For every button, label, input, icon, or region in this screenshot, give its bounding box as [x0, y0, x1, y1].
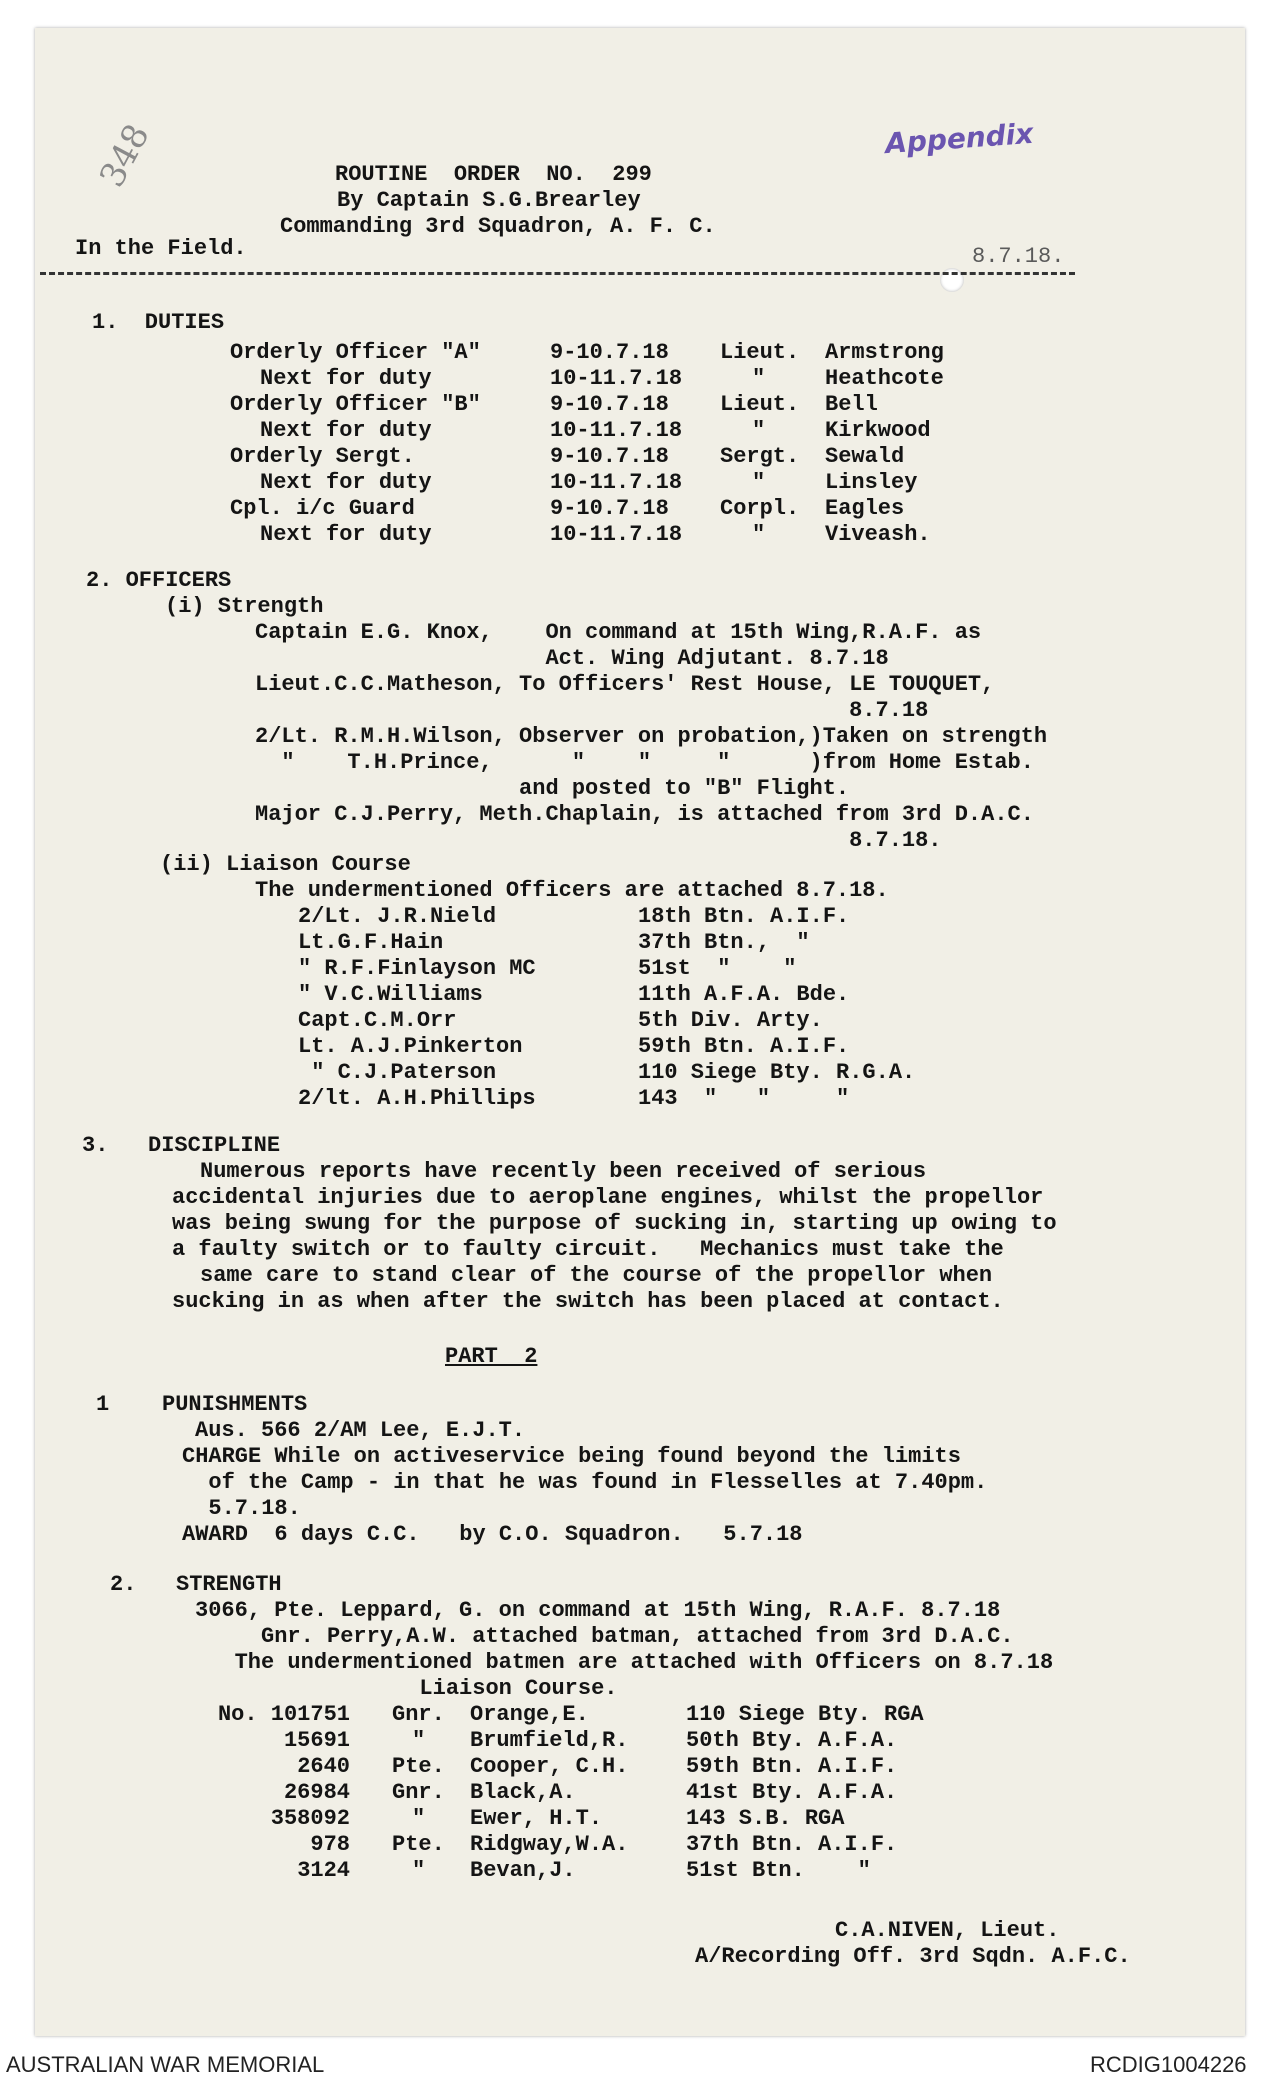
- duty-rank: ": [752, 418, 766, 443]
- header-rule: [40, 272, 1075, 275]
- officer-strength-line: 8.7.18.: [255, 828, 942, 853]
- strength-line: The undermentioned batmen are attached with Officers on 8.7.18: [195, 1650, 1054, 1675]
- strength-line: 3066, Pte. Leppard, G. on command at 15th Wing, R.A.F. 8.7.18: [195, 1598, 1001, 1623]
- discipline-line: Numerous reports have recently been received of serious: [200, 1159, 927, 1184]
- discipline-line: a faulty switch or to faulty circuit. Mechanics must take the: [172, 1237, 1004, 1262]
- batman-rank: ": [412, 1806, 426, 1831]
- liaison-officer-name: 2/lt. A.H.Phillips: [298, 1086, 536, 1111]
- duty-name: Bell: [825, 392, 878, 417]
- duty-rank: Corpl.: [720, 496, 800, 521]
- discipline-line: sucking in as when after the switch has been placed at contact.: [172, 1289, 1004, 1314]
- batman-unit: 59th Btn. A.I.F.: [686, 1754, 898, 1779]
- liaison-officer-name: " C.J.Paterson: [298, 1060, 497, 1085]
- strength-heading: 2. STRENGTH: [110, 1572, 282, 1597]
- liaison-officer-unit: 51st " ": [638, 956, 797, 981]
- liaison-officer-unit: 37th Btn., ": [638, 930, 810, 955]
- batman-number: 358092: [270, 1806, 350, 1831]
- signature-title: A/Recording Off. 3rd Sqdn. A.F.C.: [695, 1944, 1131, 1969]
- duty-name: Kirkwood: [825, 418, 931, 443]
- punishment-line: CHARGE While on activeservice being found beyond the limits: [182, 1444, 961, 1469]
- punishment-line: Aus. 566 2/AM Lee, E.J.T.: [195, 1418, 526, 1443]
- duty-role: Next for duty: [260, 366, 432, 391]
- officer-strength-line: Major C.J.Perry, Meth.Chaplain, is attached from 3rd D.A.C.: [255, 802, 1034, 827]
- batman-rank: ": [412, 1728, 426, 1753]
- strength-line: Liaison Course.: [195, 1676, 618, 1701]
- order-date: 8.7.18.: [972, 244, 1065, 269]
- officer-strength-line: " T.H.Prince, " " " )from Home Estab.: [255, 750, 1034, 775]
- liaison-officer-unit: 11th A.F.A. Bde.: [638, 982, 850, 1007]
- batman-unit: 41st Bty. A.F.A.: [686, 1780, 898, 1805]
- batman-unit: 143 S.B. RGA: [686, 1806, 845, 1831]
- duty-rank: ": [752, 366, 766, 391]
- punishments-heading: 1 PUNISHMENTS: [96, 1392, 308, 1417]
- officer-strength-line: and posted to "B" Flight.: [255, 776, 850, 801]
- strength-line: Gnr. Perry,A.W. attached batman, attached from 3rd D.A.C.: [195, 1624, 1014, 1649]
- duty-rank: ": [752, 522, 766, 547]
- liaison-officer-unit: 5th Div. Arty.: [638, 1008, 823, 1033]
- liaison-officer-name: Lt.G.F.Hain: [298, 930, 444, 955]
- batman-name: Orange,E.: [470, 1702, 589, 1727]
- duty-date: 9-10.7.18: [550, 340, 669, 365]
- liaison-officer-unit: 59th Btn. A.I.F.: [638, 1034, 850, 1059]
- batman-name: Brumfield,R.: [470, 1728, 629, 1753]
- duty-date: 9-10.7.18: [550, 392, 669, 417]
- liaison-officer-name: Lt. A.J.Pinkerton: [298, 1034, 523, 1059]
- duty-date: 10-11.7.18: [550, 366, 683, 391]
- punishment-line: of the Camp - in that he was found in Flesselles at 7.40pm.: [182, 1470, 988, 1495]
- discipline-line: accidental injuries due to aeroplane engines, whilst the propellor: [172, 1185, 1044, 1210]
- batman-number: 2640: [297, 1754, 350, 1779]
- duty-role: Orderly Sergt.: [230, 444, 415, 469]
- liaison-intro: The undermentioned Officers are attached 8.7.18.: [255, 878, 889, 903]
- order-command: Commanding 3rd Squadron, A. F. C.: [280, 214, 716, 239]
- duty-role: Cpl. i/c Guard: [230, 496, 415, 521]
- batman-number: 978: [310, 1832, 350, 1857]
- liaison-officer-name: " R.F.Finlayson MC: [298, 956, 536, 981]
- officer-strength-line: Act. Wing Adjutant. 8.7.18: [255, 646, 889, 671]
- duty-role: Orderly Officer "B": [230, 392, 481, 417]
- duty-rank: ": [752, 470, 766, 495]
- batman-rank: Gnr.: [392, 1702, 445, 1727]
- discipline-line: same care to stand clear of the course of the propellor when: [200, 1263, 993, 1288]
- duty-date: 10-11.7.18: [550, 418, 683, 443]
- batman-rank: Gnr.: [392, 1780, 445, 1805]
- duty-name: Viveash.: [825, 522, 931, 547]
- duty-role: Next for duty: [260, 522, 432, 547]
- liaison-officer-name: 2/Lt. J.R.Nield: [298, 904, 497, 929]
- batman-unit: 51st Btn. ": [686, 1858, 871, 1883]
- liaison-heading: (ii) Liaison Course: [160, 852, 411, 877]
- footer-archive-name: AUSTRALIAN WAR MEMORIAL: [6, 2052, 325, 2077]
- batman-number: 3124: [297, 1858, 350, 1883]
- duty-date: 10-11.7.18: [550, 470, 683, 495]
- officer-strength-line: Lieut.C.C.Matheson, To Officers' Rest House, LE TOUQUET,: [255, 672, 995, 697]
- batman-number: No. 101751: [217, 1702, 350, 1727]
- duty-rank: Sergt.: [720, 444, 800, 469]
- batman-rank: Pte.: [392, 1832, 445, 1857]
- batman-name: Ewer, H.T.: [470, 1806, 603, 1831]
- duty-rank: Lieut.: [720, 392, 800, 417]
- officer-strength-line: 8.7.18: [255, 698, 929, 723]
- batman-unit: 37th Btn. A.I.F.: [686, 1832, 898, 1857]
- batman-number: 15691: [283, 1728, 350, 1753]
- order-issuer: By Captain S.G.Brearley: [337, 188, 641, 213]
- duties-heading: 1. DUTIES: [92, 310, 225, 335]
- batman-rank: Pte.: [392, 1754, 445, 1779]
- footer-record-id: RCDIG1004226: [1090, 2052, 1247, 2077]
- liaison-officer-name: Capt.C.M.Orr: [298, 1008, 457, 1033]
- part2-heading: PART 2: [445, 1344, 538, 1369]
- duty-rank: Lieut.: [720, 340, 800, 365]
- officers-heading: 2. OFFICERS: [86, 568, 232, 593]
- duty-name: Heathcote: [825, 366, 944, 391]
- duty-role: Orderly Officer "A": [230, 340, 481, 365]
- liaison-officer-unit: 143 " " ": [638, 1086, 850, 1111]
- signature-name: C.A.NIVEN, Lieut.: [835, 1918, 1060, 1943]
- punishment-line: AWARD 6 days C.C. by C.O. Squadron. 5.7.18: [182, 1522, 803, 1547]
- pencil-folio-number: 348: [92, 117, 158, 194]
- officer-strength-line: 2/Lt. R.M.H.Wilson, Observer on probation,)Taken on strength: [255, 724, 1048, 749]
- batman-unit: 50th Bty. A.F.A.: [686, 1728, 898, 1753]
- order-title: ROUTINE ORDER NO. 299: [335, 162, 652, 187]
- liaison-officer-unit: 110 Siege Bty. R.G.A.: [638, 1060, 916, 1085]
- liaison-officer-name: " V.C.Williams: [298, 982, 483, 1007]
- discipline-line: was being swung for the purpose of sucking in, starting up owing to: [172, 1211, 1057, 1236]
- duty-date: 9-10.7.18: [550, 444, 669, 469]
- discipline-heading: 3. DISCIPLINE: [82, 1133, 281, 1158]
- duty-role: Next for duty: [260, 418, 432, 443]
- batman-name: Ridgway,W.A.: [470, 1832, 629, 1857]
- duty-role: Next for duty: [260, 470, 432, 495]
- batman-name: Cooper, C.H.: [470, 1754, 629, 1779]
- liaison-officer-unit: 18th Btn. A.I.F.: [638, 904, 850, 929]
- batman-name: Black,A.: [470, 1780, 576, 1805]
- officers-strength-heading: (i) Strength: [165, 594, 324, 619]
- batman-name: Bevan,J.: [470, 1858, 576, 1883]
- punishment-line: 5.7.18.: [182, 1496, 301, 1521]
- duty-name: Linsley: [825, 470, 918, 495]
- batman-number: 26984: [283, 1780, 350, 1805]
- duty-name: Eagles: [825, 496, 905, 521]
- duty-name: Sewald: [825, 444, 905, 469]
- duty-date: 10-11.7.18: [550, 522, 683, 547]
- batman-unit: 110 Siege Bty. RGA: [686, 1702, 924, 1727]
- duty-date: 9-10.7.18: [550, 496, 669, 521]
- batman-rank: ": [412, 1858, 426, 1883]
- appendix-stamp: Appendix: [884, 116, 1035, 161]
- officer-strength-line: Captain E.G. Knox, On command at 15th Wing,R.A.F. as: [255, 620, 982, 645]
- duty-name: Armstrong: [825, 340, 944, 365]
- order-place: In the Field.: [75, 236, 247, 261]
